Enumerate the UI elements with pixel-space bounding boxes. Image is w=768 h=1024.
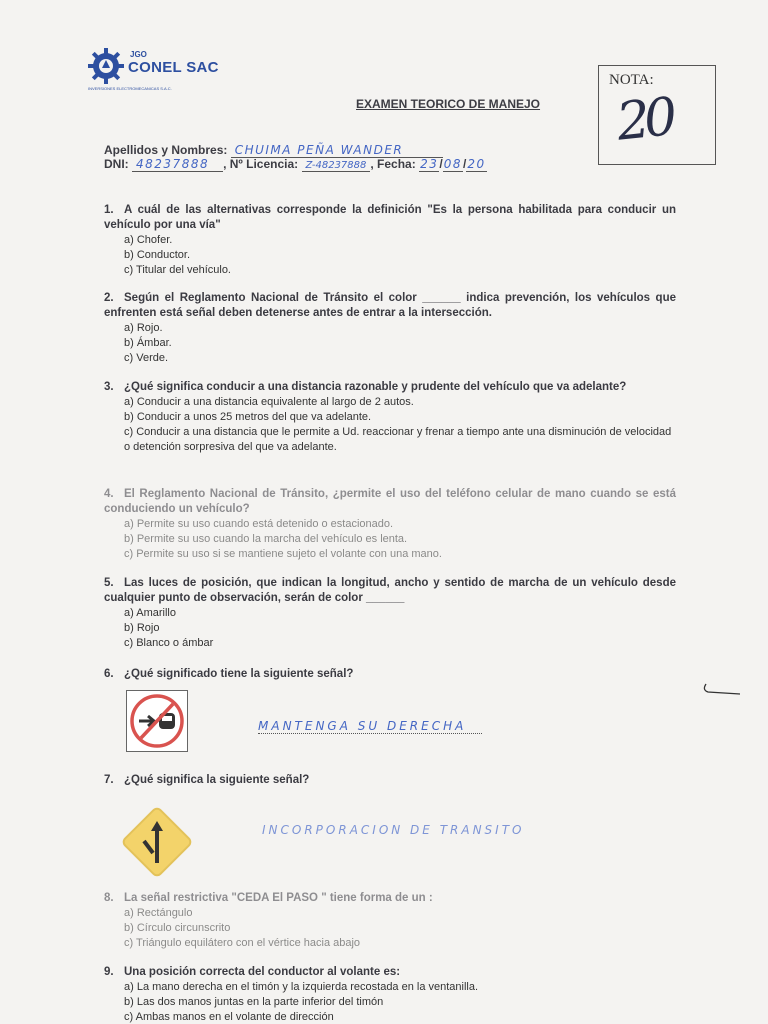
grade-score: 20 bbox=[614, 87, 675, 153]
name-field[interactable]: CHUIMA PEÑA WANDER bbox=[231, 143, 444, 158]
company-logo bbox=[86, 46, 246, 92]
gear-logo-icon bbox=[86, 46, 126, 86]
question-text: Una posición correcta del conductor al volante es: bbox=[124, 966, 401, 978]
date-year-field[interactable]: 20 bbox=[467, 157, 486, 171]
overtaking-prohibited-sign bbox=[126, 690, 188, 752]
question-5 bbox=[104, 576, 676, 651]
question-number: 4. bbox=[104, 488, 114, 500]
option-a[interactable]: a) Rojo. bbox=[124, 322, 163, 334]
question-number: 2. bbox=[104, 292, 114, 304]
id-row: DNI: 48237888 , Nº Licencia: Z-48237888 , Fecha: 23/08/20 bbox=[104, 157, 486, 171]
question-text: Las luces de posición, que indican la longitud, ancho y sentido de marcha de un vehículo desde cualquier punto de observación, serán de color ______ bbox=[104, 577, 676, 604]
question-text: ¿Qué significa conducir a una distancia razonable y prudente del vehículo que va adelante? bbox=[124, 381, 627, 393]
question-number: 9. bbox=[104, 966, 114, 978]
question-text: El Reglamento Nacional de Tránsito, ¿permite el uso del teléfono celular de mano cuando se está conduciendo un vehículo? bbox=[104, 488, 676, 515]
question-6 bbox=[104, 667, 676, 682]
question-9 bbox=[104, 965, 676, 1024]
option-c[interactable]: c) Permite su uso si se mantiene sujeto el volante con una mano. bbox=[124, 548, 442, 560]
dni-label: DNI: bbox=[104, 157, 129, 171]
question-number: 1. bbox=[104, 204, 114, 216]
question-2 bbox=[104, 291, 676, 366]
logo-small-text: JGO bbox=[130, 50, 147, 59]
exam-title: EXAMEN TEORICO DE MANEJO bbox=[356, 97, 541, 111]
license-label: , Nº Licencia: bbox=[223, 157, 299, 171]
option-c-selected[interactable]: c) Triángulo equilátero con el vértice hacia abajo bbox=[124, 937, 361, 949]
grade-label: NOTA: bbox=[609, 72, 654, 88]
question-8 bbox=[104, 891, 676, 951]
date-month-field[interactable]: 08 bbox=[443, 157, 462, 171]
option-b[interactable]: b) Permite su uso cuando la marcha del vehículo es lenta. bbox=[124, 533, 408, 545]
merge-traffic-sign-icon bbox=[118, 803, 196, 881]
option-c-selected[interactable]: c) Ambas manos en el volante de dirección bbox=[124, 1011, 334, 1023]
question-number: 3. bbox=[104, 381, 114, 393]
option-b[interactable]: b) Rojo bbox=[124, 622, 160, 634]
question-number: 6. bbox=[104, 668, 114, 680]
logo-tagline: INVERSIONES ELECTROMECANICAS S.A.C. bbox=[88, 86, 172, 91]
name-label: Apellidos y Nombres: bbox=[104, 143, 228, 157]
logo-name: CONEL SAC bbox=[128, 59, 219, 76]
option-a[interactable]: a) Rectángulo bbox=[124, 907, 193, 919]
question-text: A cuál de las alternativas corresponde la definición "Es la persona habilitada para conducir un vehículo por una vía" bbox=[104, 204, 676, 231]
option-a[interactable]: a) Amarillo bbox=[124, 607, 176, 619]
date-label: , Fecha: bbox=[370, 157, 416, 171]
no-passing-sign-icon bbox=[127, 691, 187, 751]
question-3 bbox=[104, 380, 676, 455]
option-a[interactable]: a) Conducir a una distancia equivalente al largo de 2 autos. bbox=[124, 396, 414, 408]
name-row bbox=[104, 143, 443, 157]
question-number: 5. bbox=[104, 577, 114, 589]
answer-6-field[interactable]: MANTENGA SU DERECHA bbox=[258, 719, 482, 734]
question-text: Según el Reglamento Nacional de Tránsito el color ______ indica prevención, los vehículos que enfrenten está señal deben detenerse antes de entrar a la intersección. bbox=[104, 292, 676, 319]
option-b-selected[interactable]: b) Ámbar. bbox=[124, 337, 172, 349]
option-b-selected[interactable]: b) Conducir a unos 25 metros del que va adelante. bbox=[124, 411, 372, 423]
question-4 bbox=[104, 487, 676, 562]
option-b[interactable]: b) Círculo circunscrito bbox=[124, 922, 231, 934]
question-number: 8. bbox=[104, 892, 114, 904]
question-text: ¿Qué significado tiene la siguiente señal? bbox=[124, 668, 354, 680]
pen-mark-icon bbox=[700, 676, 742, 700]
question-7 bbox=[104, 773, 676, 788]
option-a[interactable]: a) La mano derecha en el timón y la izquierda recostada en la ventanilla. bbox=[124, 981, 479, 993]
grade-box bbox=[598, 65, 716, 165]
option-b[interactable]: b) Las dos manos juntas en la parte inferior del timón bbox=[124, 996, 384, 1008]
dni-field[interactable]: 48237888 bbox=[132, 157, 223, 172]
option-c[interactable]: c) Titular del vehículo. bbox=[124, 264, 231, 276]
date-day-field[interactable]: 23 bbox=[420, 157, 439, 171]
license-field[interactable]: Z-48237888 bbox=[302, 160, 371, 172]
question-1 bbox=[104, 203, 676, 278]
answer-7-field[interactable]: INCORPORACION DE TRANSITO bbox=[262, 823, 525, 837]
option-c[interactable]: c) Conducir a una distancia que le permite a Ud. reaccionar y frenar a tiempo ante una disminución de velocidad o detención sorpresiva del que va adelante. bbox=[124, 426, 672, 453]
option-c[interactable]: c) Verde. bbox=[124, 352, 169, 364]
option-c-selected[interactable]: c) Blanco o ámbar bbox=[124, 637, 214, 649]
option-a[interactable]: a) Chofer. bbox=[124, 234, 173, 246]
question-text: ¿Qué significa la siguiente señal? bbox=[124, 774, 310, 786]
option-b-selected[interactable]: b) Conductor. bbox=[124, 249, 191, 261]
question-number: 7. bbox=[104, 774, 114, 786]
question-text: La señal restrictiva "CEDA El PASO " tiene forma de un : bbox=[124, 892, 433, 904]
option-a-selected[interactable]: a) Permite su uso cuando está detenido o estacionado. bbox=[124, 518, 394, 530]
